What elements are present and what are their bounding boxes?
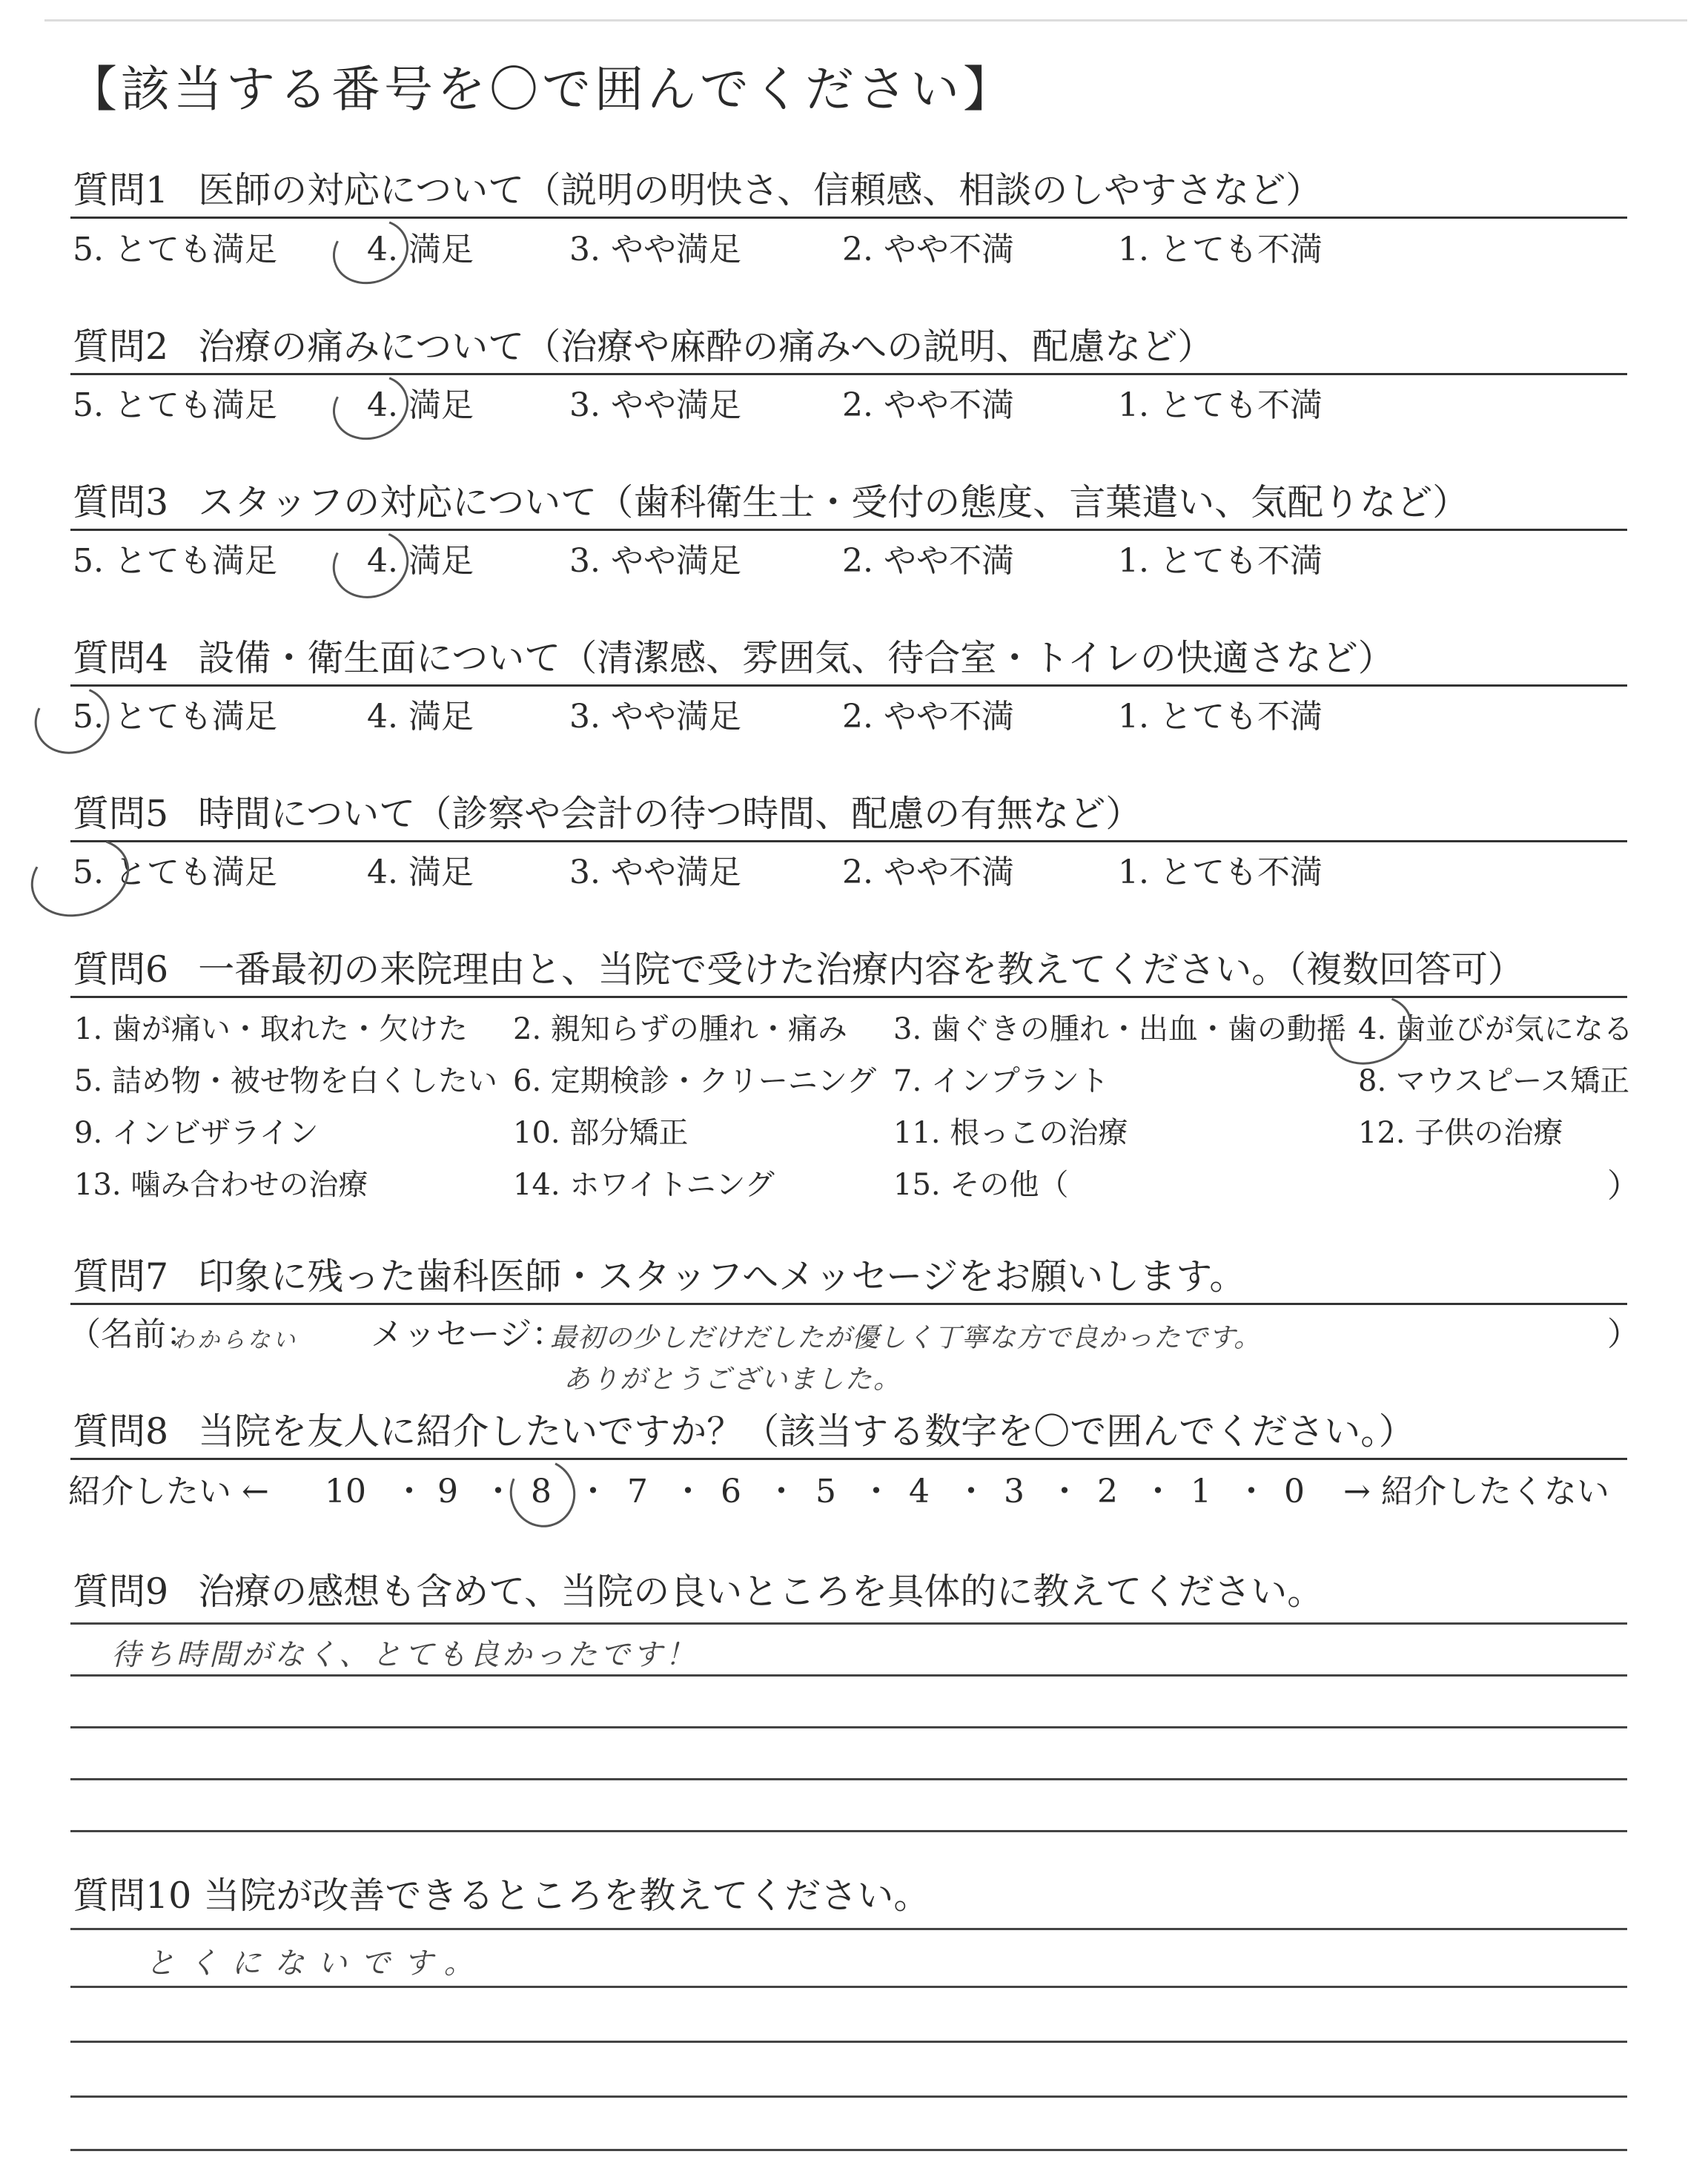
reason-option[interactable]: 5. 詰め物・被せ物を白くしたい bbox=[74, 1064, 497, 1098]
scale-separator: ・ bbox=[482, 1473, 514, 1510]
question-number: 質問1 bbox=[73, 169, 169, 211]
question-text: 設備・衛生面について（清潔感、雰囲気、待合室・トイレの快適さなど） bbox=[198, 637, 1394, 679]
scale-right-label: → 紹介したくない bbox=[1343, 1473, 1609, 1510]
option-4[interactable]: 4. 満足 bbox=[367, 386, 474, 424]
question-5-heading bbox=[73, 793, 1623, 839]
question-3-heading bbox=[73, 481, 1623, 528]
scale-value-2[interactable]: 2 bbox=[1097, 1473, 1118, 1510]
answer-line bbox=[70, 2041, 1627, 2043]
question-8-heading bbox=[73, 1410, 1623, 1457]
reason-option[interactable]: 7. インプラント bbox=[893, 1064, 1109, 1098]
scale-separator: ・ bbox=[577, 1473, 609, 1510]
answer-line bbox=[70, 2095, 1627, 2098]
scale-value-0[interactable]: 0 bbox=[1284, 1473, 1305, 1510]
scale-value-8[interactable]: 8 bbox=[531, 1473, 552, 1510]
question-2-rule bbox=[70, 373, 1627, 375]
option-2[interactable]: 2. やや不満 bbox=[842, 542, 1014, 580]
scale-separator: ・ bbox=[1142, 1473, 1174, 1510]
answer-circle-mark bbox=[323, 208, 417, 294]
option-5[interactable]: 5. とても満足 bbox=[73, 386, 277, 424]
question-text: 当院を友人に紹介したいですか？（該当する数字を〇で囲んでください。） bbox=[198, 1410, 1415, 1453]
name-label: （名前： bbox=[68, 1315, 199, 1353]
option-4[interactable]: 4. 満足 bbox=[367, 853, 474, 891]
option-3[interactable]: 3. やや満足 bbox=[569, 231, 741, 268]
question-7-rule bbox=[70, 1303, 1627, 1305]
question-number: 質問6 bbox=[73, 948, 169, 991]
question-text: 一番最初の来院理由と、当院で受けた治療内容を教えてください。（複数回答可） bbox=[198, 948, 1524, 991]
question-number: 質問5 bbox=[73, 793, 169, 835]
scale-separator: ・ bbox=[1048, 1473, 1081, 1510]
option-1[interactable]: 1. とても不満 bbox=[1118, 386, 1323, 424]
question-4-rule bbox=[70, 684, 1627, 687]
answer-circle-mark bbox=[323, 520, 419, 609]
answer-line bbox=[70, 1622, 1627, 1625]
answer-line bbox=[70, 1778, 1627, 1780]
answer-circle-mark bbox=[500, 1450, 585, 1537]
answer-line bbox=[70, 1986, 1627, 1988]
reason-option[interactable]: 11. 根っこの治療 bbox=[893, 1116, 1128, 1150]
option-5[interactable]: 5. とても満足 bbox=[73, 853, 277, 891]
reason-option[interactable]: 6. 定期検診・クリーニング bbox=[513, 1064, 877, 1098]
scale-value-9[interactable]: 9 bbox=[437, 1473, 458, 1510]
scale-separator: ・ bbox=[860, 1473, 893, 1510]
scale-value-5[interactable]: 5 bbox=[815, 1473, 836, 1510]
answer-line bbox=[70, 1726, 1627, 1728]
reason-option[interactable]: 4. 歯並びが気になる bbox=[1358, 1012, 1633, 1046]
question-number: 質問4 bbox=[73, 637, 169, 679]
reason-option[interactable]: 15. その他（ bbox=[893, 1168, 1069, 1202]
question-text: 医師の対応について（説明の明快さ、信頼感、相談のしやすさなど） bbox=[198, 169, 1323, 211]
reason-option[interactable]: 3. 歯ぐきの腫れ・出血・歯の動揺 bbox=[893, 1012, 1346, 1046]
question-10-heading bbox=[73, 1877, 1623, 1921]
option-1[interactable]: 1. とても不満 bbox=[1118, 542, 1323, 580]
answer-circle-mark bbox=[25, 676, 119, 764]
scale-separator: ・ bbox=[1235, 1473, 1268, 1510]
question-number: 質問10 bbox=[73, 1875, 192, 1917]
option-2[interactable]: 2. やや不満 bbox=[842, 231, 1014, 268]
question-number: 質問9 bbox=[73, 1571, 169, 1613]
option-3[interactable]: 3. やや満足 bbox=[569, 386, 741, 424]
other-close-paren: ） bbox=[1607, 1167, 1640, 1205]
reason-option[interactable]: 2. 親知らずの腫れ・痛み bbox=[513, 1012, 847, 1046]
scale-separator: ・ bbox=[955, 1473, 987, 1510]
answer-line bbox=[70, 1674, 1627, 1677]
option-4[interactable]: 4. 満足 bbox=[367, 231, 474, 268]
scale-value-4[interactable]: 4 bbox=[909, 1473, 930, 1510]
option-1[interactable]: 1. とても不満 bbox=[1118, 231, 1323, 268]
option-1[interactable]: 1. とても不満 bbox=[1118, 853, 1323, 891]
option-4[interactable]: 4. 満足 bbox=[367, 698, 474, 736]
reason-option[interactable]: 12. 子供の治療 bbox=[1358, 1116, 1563, 1150]
answer-handwritten[interactable]: とくにないです。 bbox=[145, 1946, 487, 1981]
reason-option[interactable]: 14. ホワイトニング bbox=[513, 1168, 775, 1202]
option-2[interactable]: 2. やや不満 bbox=[842, 853, 1014, 891]
reason-option[interactable]: 8. マウスピース矯正 bbox=[1358, 1064, 1630, 1098]
question-2-heading bbox=[73, 328, 1623, 372]
question-7-heading bbox=[73, 1255, 1623, 1302]
reason-option[interactable]: 1. 歯が痛い・取れた・欠けた bbox=[74, 1012, 468, 1046]
option-5[interactable]: 5. とても満足 bbox=[73, 542, 277, 580]
reason-option[interactable]: 9. インビザライン bbox=[74, 1116, 319, 1150]
name-handwritten[interactable]: わからない bbox=[172, 1327, 298, 1353]
answer-line bbox=[70, 1928, 1627, 1930]
question-9-heading bbox=[73, 1573, 1623, 1617]
question-4-heading bbox=[73, 637, 1623, 684]
message-handwritten-line1[interactable]: 最初の少しだけだしたが優しく丁寧な方で良かったです。 bbox=[550, 1323, 1262, 1353]
option-5[interactable]: 5. とても満足 bbox=[73, 231, 277, 268]
question-5-rule bbox=[70, 840, 1627, 842]
scale-value-1[interactable]: 1 bbox=[1191, 1473, 1211, 1510]
option-2[interactable]: 2. やや不満 bbox=[842, 698, 1014, 736]
answer-line bbox=[70, 1830, 1627, 1832]
scale-left-label: 紹介したい ← bbox=[68, 1473, 269, 1510]
question-1-heading bbox=[73, 169, 1623, 216]
answer-line bbox=[70, 2149, 1627, 2151]
scale-separator: ・ bbox=[765, 1473, 798, 1510]
question-text: スタッフの対応について（歯科衛生士・受付の態度、言葉遣い、気配りなど） bbox=[198, 481, 1469, 524]
question-number: 質問8 bbox=[73, 1410, 169, 1453]
option-5[interactable]: 5. とても満足 bbox=[73, 698, 277, 736]
question-text: 治療の感想も含めて、当院の良いところを具体的に教えてください。 bbox=[198, 1571, 1324, 1613]
option-3[interactable]: 3. やや満足 bbox=[569, 542, 741, 580]
message-label: メッセージ： bbox=[371, 1315, 565, 1353]
reason-option[interactable]: 10. 部分矯正 bbox=[513, 1116, 689, 1150]
question-number: 質問2 bbox=[73, 326, 169, 368]
option-2[interactable]: 2. やや不満 bbox=[842, 386, 1014, 424]
scale-value-7[interactable]: 7 bbox=[627, 1473, 648, 1510]
question-8-rule bbox=[70, 1458, 1627, 1460]
answer-circle-mark bbox=[323, 364, 417, 450]
option-3[interactable]: 3. やや満足 bbox=[569, 698, 741, 736]
top-border bbox=[44, 19, 1687, 22]
question-text: 当院が改善できるところを教えてください。 bbox=[203, 1875, 930, 1917]
question-text: 治療の痛みについて（治療や麻酔の痛みへの説明、配慮など） bbox=[198, 326, 1214, 368]
scale-separator: ・ bbox=[393, 1473, 426, 1510]
option-3[interactable]: 3. やや満足 bbox=[569, 853, 741, 891]
page-title: 【該当する番号を〇で囲んでください】 bbox=[68, 61, 1016, 118]
question-1-rule bbox=[70, 217, 1627, 219]
option-4[interactable]: 4. 満足 bbox=[367, 542, 474, 580]
question-number: 質問7 bbox=[73, 1255, 169, 1298]
scale-value-6[interactable]: 6 bbox=[721, 1473, 741, 1510]
question-6-heading bbox=[73, 948, 1623, 995]
message-close-paren: ） bbox=[1607, 1315, 1640, 1353]
question-text: 時間について（診察や会計の待つ時間、配慮の有無など） bbox=[198, 793, 1142, 835]
scale-separator: ・ bbox=[672, 1473, 704, 1510]
question-number: 質問3 bbox=[73, 481, 169, 524]
question-text: 印象に残った歯科医師・スタッフへメッセージをお願いします。 bbox=[198, 1255, 1246, 1298]
answer-handwritten[interactable]: 待ち時間がなく、とても良かったです！ bbox=[111, 1638, 698, 1672]
option-1[interactable]: 1. とても不満 bbox=[1118, 698, 1323, 736]
scale-value-3[interactable]: 3 bbox=[1004, 1473, 1025, 1510]
reason-option[interactable]: 13. 噛み合わせの治療 bbox=[74, 1168, 368, 1202]
scale-value-10[interactable]: 10 bbox=[325, 1473, 366, 1510]
message-handwritten-line2[interactable]: ありがとうございました。 bbox=[563, 1364, 902, 1395]
question-3-rule bbox=[70, 529, 1627, 531]
